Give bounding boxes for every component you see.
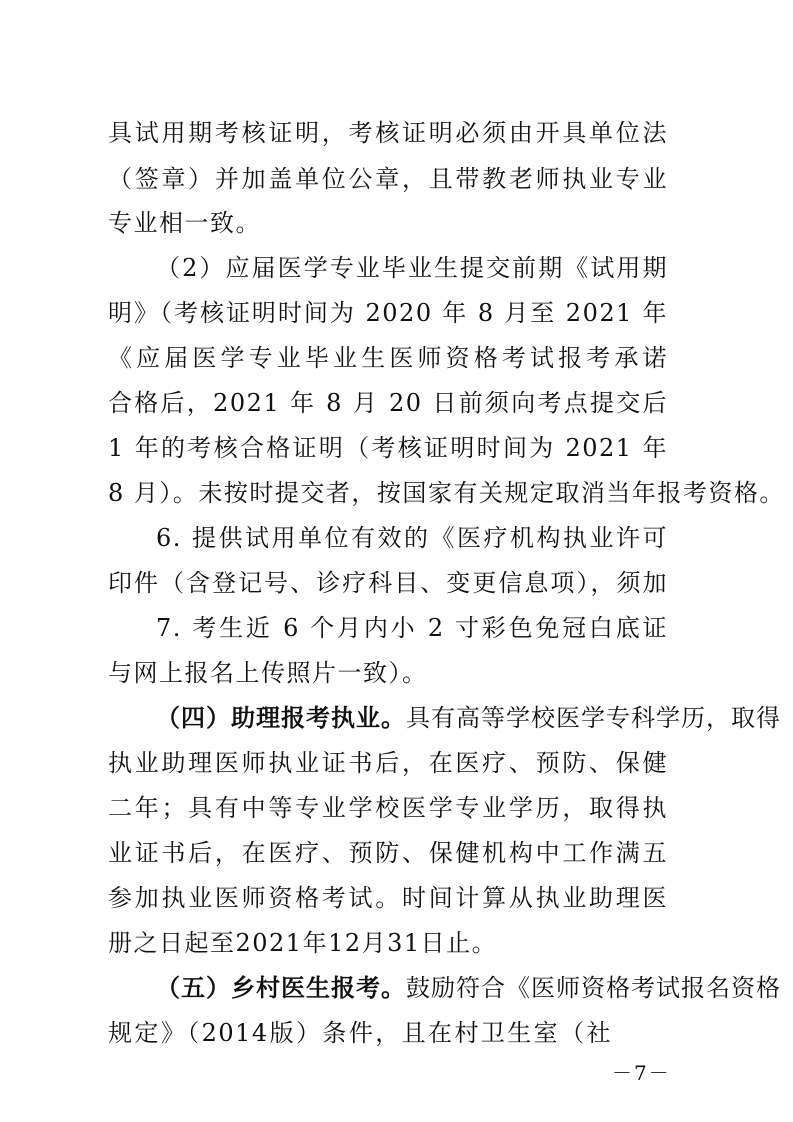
body-text-line: 7. 考生近 6 个月内小 2 寸彩色免冠白底证 xyxy=(156,614,668,642)
body-text-line: （签章）并加盖单位公章，且带教老师执业专业 xyxy=(108,165,668,193)
body-text-line: 明》（考核证明时间为 2020 年 8 月至 2021 年 xyxy=(108,299,668,327)
body-text-line: 册之日起至2021年12月31日止。 xyxy=(108,929,498,957)
body-text: 具有高等学校医学专科学历，取得 xyxy=(406,704,781,732)
body-text-line: （2）应届医学专业毕业生提交前期《试用期 xyxy=(156,254,668,282)
body-text-line: 具试用期考核证明，考核证明必须由开具单位法 xyxy=(108,119,668,147)
paragraph-line xyxy=(156,973,781,1003)
body-text-line: 6. 提供试用单位有效的《医疗机构执业许可 xyxy=(156,524,668,552)
body-text-line: 8 月）。未按时提交者，按国家有关规定取消当年报考资格。 xyxy=(108,479,785,507)
body-text: 鼓励符合《医师资格考试报名资格 xyxy=(406,974,781,1002)
body-text-line: 合格后，2021 年 8 月 20 日前须向考点提交后 xyxy=(108,389,668,417)
body-text-line: 规定》（2014版）条件，且在村卫生室（社 xyxy=(108,1019,612,1047)
section-heading: （五）乡村医生报考。 xyxy=(156,973,406,1002)
section-heading: （四）助理报考执业。 xyxy=(156,703,406,732)
body-text-line: 参加执业医师资格考试。时间计算从执业助理医 xyxy=(108,884,668,912)
paragraph-line xyxy=(156,703,781,733)
page-number: －7－ xyxy=(612,1061,671,1085)
body-text-line: 业证书后，在医疗、预防、保健机构中工作满五 xyxy=(108,839,668,867)
body-text-line: 与网上报名上传照片一致）。 xyxy=(108,659,428,687)
body-text-line: 《应届医学专业毕业生医师资格考试报考承诺 xyxy=(108,344,668,372)
body-text-line: 1 年的考核合格证明（考核证明时间为 2021 年 xyxy=(108,434,668,462)
body-text-line: 印件（含登记号、诊疗科目、变更信息项），须加 xyxy=(108,569,668,597)
body-text-line: 二年；具有中等专业学校医学专业学历，取得执 xyxy=(108,794,668,822)
body-text-line: 执业助理医师执业证书后，在医疗、预防、保健 xyxy=(108,749,668,777)
body-text-line: 专业相一致。 xyxy=(108,209,261,237)
